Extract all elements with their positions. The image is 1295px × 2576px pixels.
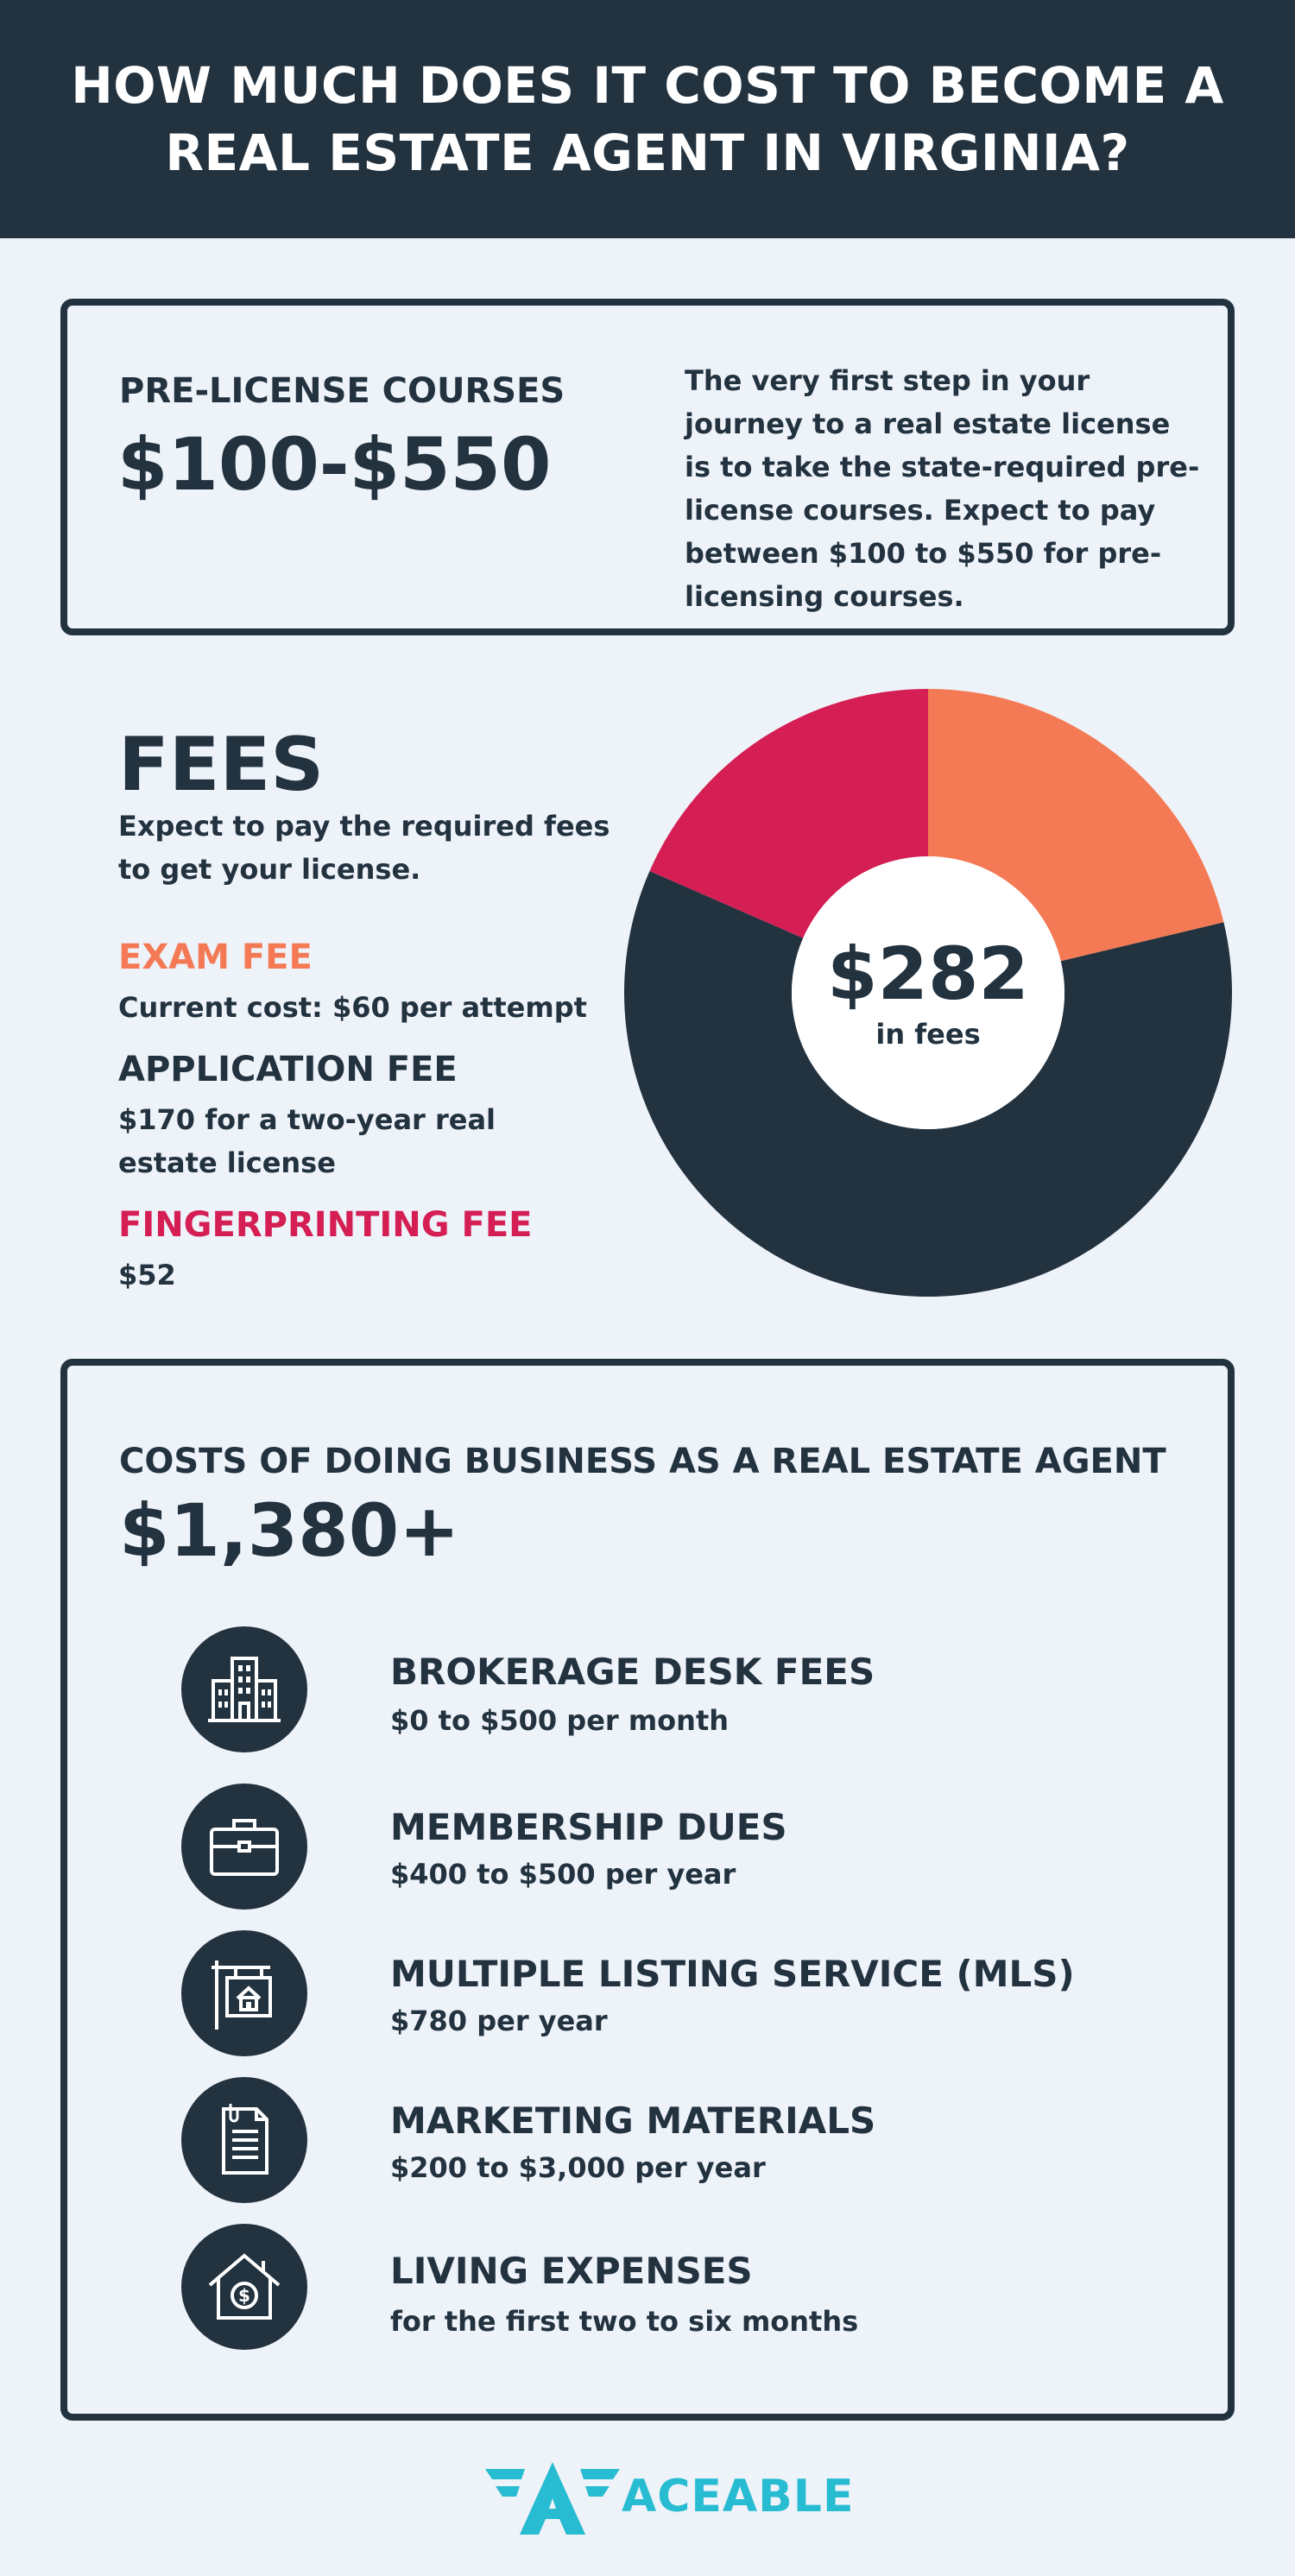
cost-item-membership [181, 1784, 1131, 1913]
building-icon [181, 1626, 307, 1752]
cost-name: MULTIPLE LISTING SERVICE (MLS) [390, 1953, 1075, 1995]
application-fee-text: $170 for a two-year real estate license [118, 1103, 496, 1179]
exam-fee-text: Current cost: $60 per attempt [118, 991, 587, 1024]
donut-center-label [794, 931, 1062, 1051]
briefcase-icon [181, 1784, 307, 1910]
cost-detail: for the first two to six months [390, 2305, 859, 2338]
aceable-logo-text: ACEABLE [622, 2471, 855, 2522]
prelicense-card [60, 299, 1235, 635]
fingerprinting-fee-text: $52 [118, 1259, 176, 1291]
cost-name: LIVING EXPENSES [390, 2250, 753, 2292]
cost-detail: $0 to $500 per month [390, 1704, 730, 1737]
aceable-logo [483, 2460, 855, 2538]
cost-detail: $780 per year [390, 2005, 608, 2037]
fingerprinting-fee-name: FINGERPRINTING FEE [118, 1205, 533, 1245]
prelicense-description: The very first step in your journey to a real estate license is to take the state-required pre-license courses. Expect to pay between $100 to $550 for pre-licensing courses. [685, 364, 1200, 613]
cost-item-marketing [181, 2077, 1131, 2207]
page-title-line-2: REAL ESTATE AGENT IN VIRGINIA? [165, 123, 1130, 182]
cost-detail: $400 to $500 per year [390, 1858, 736, 1891]
fees-total-sub: in fees [875, 1018, 981, 1051]
business-costs-card [60, 1359, 1235, 2421]
business-total: $1,380+ [119, 1488, 460, 1573]
svg-text:$: $ [238, 2285, 250, 2306]
house-sign-icon [181, 1930, 307, 2056]
cost-item-brokerage [181, 1626, 1131, 1756]
prelicense-title: PRE-LICENSE COURSES [119, 371, 565, 411]
cost-item-mls [181, 1930, 1131, 2060]
cost-detail: $200 to $3,000 per year [390, 2151, 766, 2184]
application-fee-name: APPLICATION FEE [118, 1050, 458, 1089]
cost-name: BROKERAGE DESK FEES [390, 1651, 875, 1693]
exam-fee-name: EXAM FEE [118, 938, 313, 977]
page-header [0, 0, 1295, 238]
prelicense-price: $100-$550 [117, 422, 552, 507]
house-dollar-icon [181, 2224, 307, 2350]
cost-name: MARKETING MATERIALS [390, 2099, 876, 2142]
document-icon [181, 2077, 307, 2203]
fees-intro: Expect to pay the required fees to get your license. [118, 810, 610, 886]
aceable-logo-mark-icon [483, 2460, 622, 2538]
fees-total: $282 [827, 931, 1029, 1016]
business-title: COSTS OF DOING BUSINESS AS A REAL ESTATE AGENT [119, 1442, 1166, 1481]
cost-item-living [181, 2224, 1131, 2353]
cost-name: MEMBERSHIP DUES [390, 1806, 787, 1848]
page-title-line-1: HOW MUCH DOES IT COST TO BECOME A [71, 56, 1224, 115]
fees-title: FEES [118, 722, 325, 808]
